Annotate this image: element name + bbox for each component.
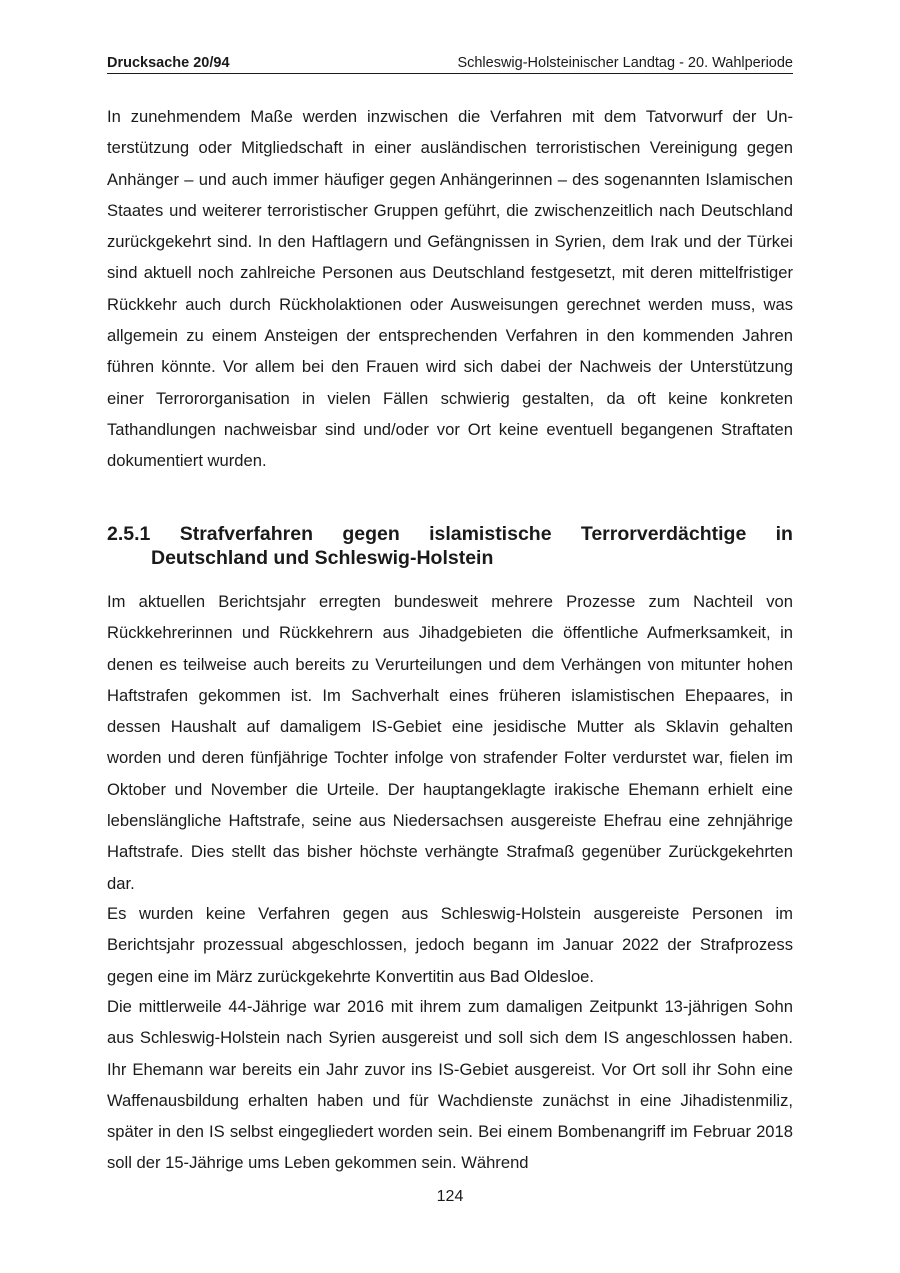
section-title-word: Terrorverdächtige — [580, 523, 747, 545]
section-title-word: gegen — [342, 523, 400, 545]
paragraph-trials: Im aktuellen Berichtsjahr erregten bundesweit mehrere Prozesse zum Nachteil von Rückkehrerinnen und Rückkehrern aus Jihadgebieten die öffentliche Aufmerksamkeit, in denen es teilweise auch bereits zu Verurteilungen und dem Verhängen von mitunter hohen Haftstrafen gekommen ist. Im Sachverhalt eines früheren islamistischen Ehepaares, in dessen Haushalt auf damaligem IS-Gebiet eine jesidische Mutter als Sklavin gehalten worden und deren fünfjährige Tochter infolge von strafender Folter verdurstet war, fielen im Oktober und November die Urteile. Der hauptangeklagte irakische Ehemann erhielt eine lebenslängliche Haftstrafe, seine aus Niedersachsen ausgereiste Ehefrau eine zehnjährige Haftstrafe. Dies stellt das bisher höchste verhängte Strafmaß gegenüber Zurückgekehrten dar. — [107, 592, 793, 893]
section-title-word: islamistische — [429, 523, 552, 545]
section-heading-line-2: Deutschland und Schleswig-Holstein — [151, 547, 494, 569]
section-title-word: in — [775, 523, 793, 545]
paragraph-sh-cases: Es wurden keine Verfahren gegen aus Schleswig-Holstein ausgereiste Personen im Berichtsjahr prozessual abgeschlossen, jedoch begann im Januar 2022 der Strafprozess gegen eine im März zurückgekehrte Konvertitin aus Bad Oldesloe. — [107, 904, 793, 986]
section-heading — [107, 522, 793, 570]
paragraph-convert: Die mittlerweile 44-Jährige war 2016 mit ihrem zum damaligen Zeitpunkt 13-jährigen Sohn aus Schleswig-Holstein nach Syrien ausgereist und soll sich dem IS angeschlossen haben. Ihr Ehemann war bereits ein Jahr zuvor ins IS-Gebiet ausgereist. Vor Ort soll ihr Sohn eine Waffenausbildung erhalten haben und für Wachdienste zunächst in eine Jihadistenmiliz, später in den IS selbst eingegliedert worden sein. Bei einem Bombenangriff im Februar 2018 soll der 15-Jährige ums Leben gekommen sein. Während — [107, 997, 793, 1173]
page-number: 124 — [436, 1188, 464, 1205]
section-heading-line-1 — [107, 522, 793, 546]
parliament-title: Schleswig-Holsteinischer Landtag - 20. Wahlperiode — [457, 55, 793, 71]
section-number: 2.5.1 — [107, 523, 151, 545]
paragraph-intro: In zunehmendem Maße werden inzwischen die Verfahren mit dem Tatvorwurf der Unterstützung oder Mitgliedschaft in einer ausländischen terroristischen Vereinigung gegen Anhänger – und auch immer häufiger gegen Anhängerinnen – des sogenannten Islamischen Staates und weiterer terroristischer Gruppen geführt, die zwischenzeitlich nach Deutschland zurückgekehrt sind. In den Haftlagern und Gefängnissen in Syrien, dem Irak und der Türkei sind aktuell noch zahlreiche Personen aus Deutschland festgesetzt, mit deren mittelfristiger Rückkehr auch durch Rückholaktionen oder Ausweisungen gerechnet werden muss, was allgemein zu einem Ansteigen der entsprechenden Verfahren in den kommenden Jahren führen könnte. Vor allem bei den Frauen wird sich dabei der Nachweis der Unterstützung einer Terrororganisation in vielen Fällen schwierig gestalten, da oft keine konkreten Tathandlungen nachweisbar sind und/oder vor Ort keine eventuell begangenen Straftaten dokumentiert wurden. — [107, 107, 793, 471]
document-page — [107, 0, 793, 1273]
page-header — [107, 53, 793, 74]
document-number: Drucksache 20/94 — [107, 55, 230, 71]
section-title-word: Strafverfahren — [179, 523, 313, 545]
